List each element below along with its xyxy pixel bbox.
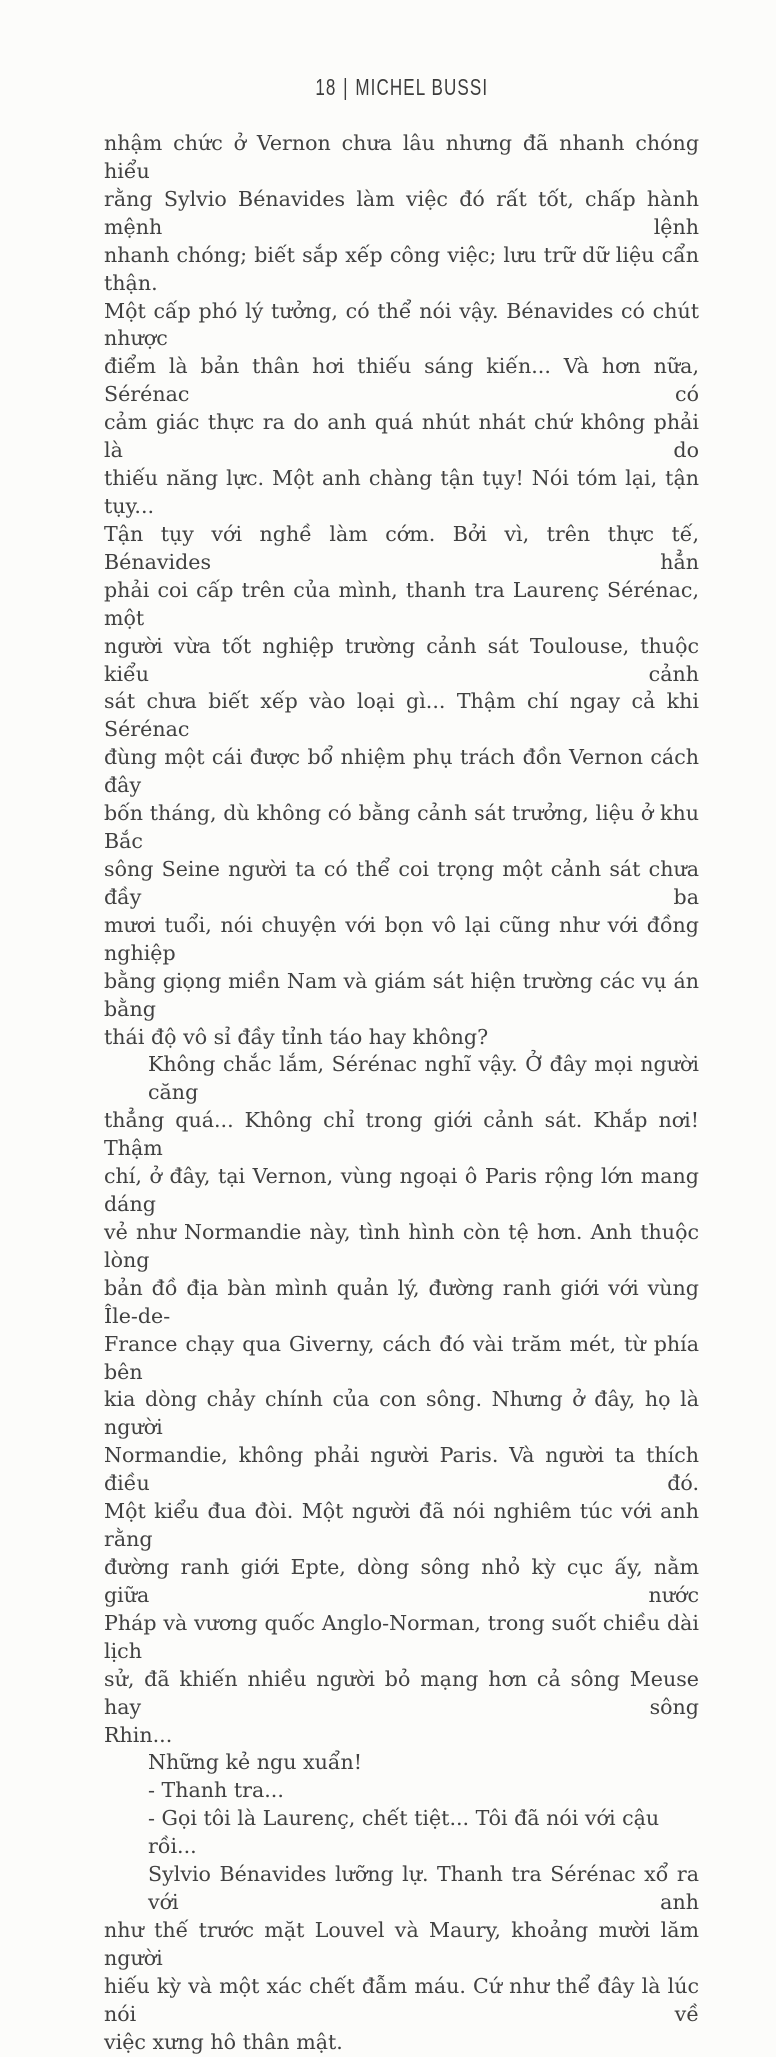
text-line: thái độ vô sỉ đầy tỉnh táo hay không? <box>104 1024 489 1049</box>
text-line: cảm giác thực ra do anh quá nhút nhát chứ không phải là do <box>104 410 699 463</box>
text-line: mươi tuổi, nói chuyện với bọn vô lại cũng như với đồng nghiệp <box>104 912 699 965</box>
paragraph <box>104 1051 699 1749</box>
text-line: nhậm chức ở Vernon chưa lâu nhưng đã nhanh chóng hiểu <box>104 131 699 183</box>
text-line: Một kiểu đua đòi. Một người đã nói nghiêm túc với anh rằng <box>104 1499 699 1552</box>
text-line: điểm là bản thân hơi thiếu sáng kiến... Và hơn nữa, Sérénac có <box>104 354 699 407</box>
paragraph <box>104 1749 699 1777</box>
page-number: 18 <box>315 74 337 100</box>
text-line: bốn tháng, dù không có bằng cảnh sát trưởng, liệu ở khu Bắc <box>104 801 699 854</box>
text-line: Một cấp phó lý tưởng, có thể nói vậy. Bénavides có chút nhược <box>104 298 699 351</box>
text-line: bằng giọng miền Nam và giám sát hiện trường các vụ án bằng <box>104 968 699 1021</box>
text-line: chí, ở đây, tại Vernon, vùng ngoại ô Paris rộng lớn mang dáng <box>104 1164 699 1217</box>
text-line: rằng Sylvio Bénavides làm việc đó rất tốt, chấp hành mệnh lệnh <box>104 186 699 239</box>
text-line: Sylvio Bénavides lưỡng lự. Thanh tra Sérénac xổ ra với anh <box>148 1862 699 1915</box>
book-author: MICHEL BUSSI <box>355 74 488 100</box>
book-page <box>104 0 699 2054</box>
text-line: như thế trước mặt Louvel và Maury, khoảng mười lăm người <box>104 1918 699 1970</box>
text-line: thiếu năng lực. Một anh chàng tận tụy! Nói tóm lại, tận tụy... <box>104 466 699 518</box>
paragraph <box>104 1777 699 1805</box>
text-line: - Thanh tra... <box>148 1778 284 1803</box>
text-line: sông Seine người ta có thể coi trọng một cảnh sát chưa đầy ba <box>104 856 699 909</box>
paragraph <box>104 1861 699 2056</box>
text-line: Rhin... <box>104 1722 173 1747</box>
running-header <box>104 74 699 101</box>
text-line: Những kẻ ngu xuẩn! <box>148 1750 363 1775</box>
text-line: sử, đã khiến nhiều người bỏ mạng hơn cả sông Meuse hay sông <box>104 1666 699 1719</box>
text-line: kia dòng chảy chính của con sông. Nhưng ở đây, họ là người <box>104 1387 699 1440</box>
text-line: sát chưa biết xếp vào loại gì... Thậm chí ngay cả khi Sérénac <box>104 689 699 742</box>
text-line: Pháp và vương quốc Anglo-Norman, trong suốt chiều dài lịch <box>104 1610 699 1663</box>
text-line: Normandie, không phải người Paris. Và người ta thích điều đó. <box>104 1443 699 1496</box>
text-line: nhanh chóng; biết sắp xếp công việc; lưu trữ dữ liệu cẩn thận. <box>104 242 699 295</box>
text-line: - Gọi tôi là Laurenç, chết tiệt... Tôi đã nói với cậu rồi... <box>148 1806 660 1859</box>
page-body-text <box>104 130 699 2057</box>
text-line: đường ranh giới Epte, dòng sông nhỏ kỳ cục ấy, nằm giữa nước <box>104 1555 699 1607</box>
text-line: thẳng quá... Không chỉ trong giới cảnh sát. Khắp nơi! Thậm <box>104 1108 699 1161</box>
paragraph <box>104 130 699 1051</box>
text-line: đùng một cái được bổ nhiệm phụ trách đồn Vernon cách đây <box>104 745 699 798</box>
paragraph <box>104 1805 699 1861</box>
text-line: người vừa tốt nghiệp trường cảnh sát Toulouse, thuộc kiểu cảnh <box>104 633 699 686</box>
text-line: Không chắc lắm, Sérénac nghĩ vậy. Ở đây mọi người căng <box>148 1052 699 1105</box>
text-line: phải coi cấp trên của mình, thanh tra Laurenç Sérénac, một <box>104 577 699 630</box>
text-line: hiếu kỳ và một xác chết đẫm máu. Cứ như thể đây là lúc nói về <box>104 1973 699 2026</box>
text-line: bản đồ địa bàn mình quản lý, đường ranh giới với vùng Île-de- <box>104 1275 699 1328</box>
text-line: vẻ như Normandie này, tình hình còn tệ hơn. Anh thuộc lòng <box>104 1219 699 1272</box>
text-line: việc xưng hô thân mật. <box>104 2029 343 2054</box>
text-line: Tận tụy với nghề làm cớm. Bởi vì, trên thực tế, Bénavides hẳn <box>104 521 699 574</box>
text-line: France chạy qua Giverny, cách đó vài trăm mét, từ phía bên <box>104 1331 699 1384</box>
header-separator: | <box>342 74 349 100</box>
